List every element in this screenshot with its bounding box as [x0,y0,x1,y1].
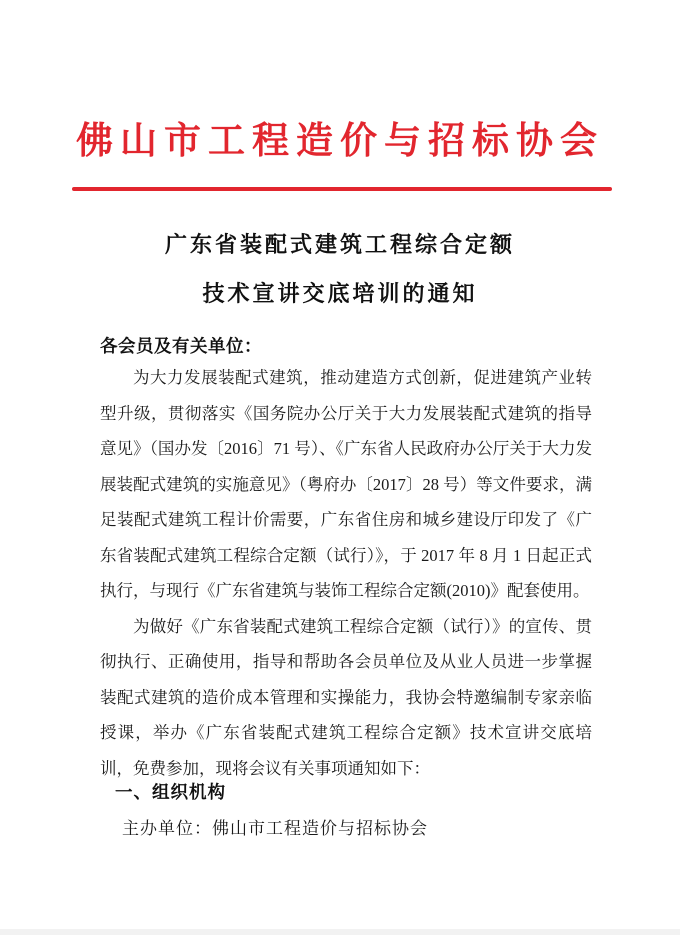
body-paragraph-2: 为做好《广东省装配式建筑工程综合定额（试行）》的宣传、贯彻执行、正确使用，指导和帮助各会员单位及从业人员进一步掌握装配式建筑的造价成本管理和实操能力，我协会特邀编制专家亲临授课，举办《广东省装配式建筑工程综合定额》技术宣讲交底培训，免费参加，现将会议有关事项通知如下： [100,616,592,778]
letterhead-org-name: 佛山市工程造价与招标协会 [76,121,604,162]
notice-title-line2: 技术宣讲交底培训的通知 [202,281,478,306]
body-paragraph-1: 为大力发展装配式建筑，推动建造方式创新，促进建筑产业转型升级，贯彻落实《国务院办公厅关于大力发展装配式建筑的指导意见》（国办发〔2016〕71 号）、《广东省人民政府办公厅关于大力发展装配式建筑的实施意见》（粤府办〔2017〕28 号）等文件要求，满足装配式建筑工程计价需要，广东省住房和城乡建设厅印发了《广东省装配式建筑工程综合定额（试行）》，于 2017 年 8 月 1 日起正式执行，与现行《广东省建筑与装饰工程综合定额(2010)》配套使用。 [100,368,592,600]
salutation-line: 各会员及有关单位： [100,336,262,356]
section-1-heading: 一、组织机构 [115,782,226,802]
notice-title-line1: 广东省装配式建筑工程综合定额 [164,232,515,257]
scan-bottom-edge [0,929,680,935]
notice-body [100,360,592,786]
host-unit-line: 主办单位：佛山市工程造价与招标协会 [122,819,428,838]
letterhead-divider-rule [72,187,612,191]
